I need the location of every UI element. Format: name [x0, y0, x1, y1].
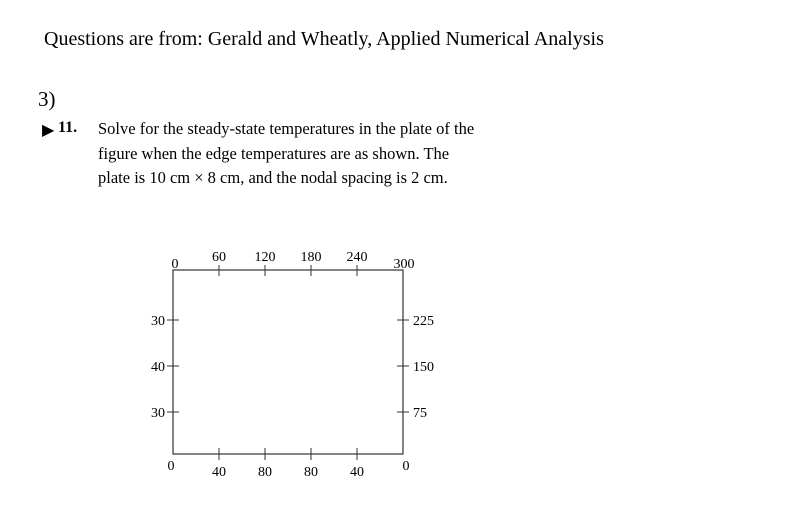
right-edge-label: 150 [413, 360, 434, 375]
problem-text-line-2: figure when the edge temperatures are as shown. The [98, 144, 450, 163]
left-edge-label: 30 [151, 314, 165, 329]
plate-outline [173, 270, 403, 454]
bottom-edge-label: 40 [350, 465, 364, 480]
bottom-edge-label: 80 [304, 465, 318, 480]
left-edge-label: 40 [151, 360, 165, 375]
left-edge-label: 30 [151, 406, 165, 421]
problem-text-line-1: Solve for the steady-state temperatures in the plate of the [98, 119, 475, 138]
top-edge-label: 60 [212, 250, 226, 265]
right-edge-label: 75 [413, 406, 427, 421]
source-line: Questions are from: Gerald and Wheatly, Applied Numerical Analysis [44, 28, 604, 50]
bottom-edge-label: 40 [212, 465, 226, 480]
top-edge-label: 120 [254, 250, 276, 265]
top-edge-label: 180 [300, 250, 322, 265]
question-number: 3) [38, 87, 56, 111]
problem-number: 11. [58, 119, 78, 136]
right-edge-label: 225 [413, 314, 434, 329]
bottom-edge-label: 80 [258, 465, 272, 480]
problem-text-line-3: plate is 10 cm × 8 cm, and the nodal spacing is 2 cm. [98, 168, 448, 187]
corner-label-bottom-left: 0 [167, 459, 175, 474]
top-edge-label: 240 [346, 250, 368, 265]
problem-marker-icon: ▶ [42, 122, 55, 139]
corner-label-bottom-right: 0 [402, 459, 410, 474]
corner-label-top-left: 0 [171, 257, 179, 272]
corner-label-top-right: 300 [393, 257, 415, 272]
